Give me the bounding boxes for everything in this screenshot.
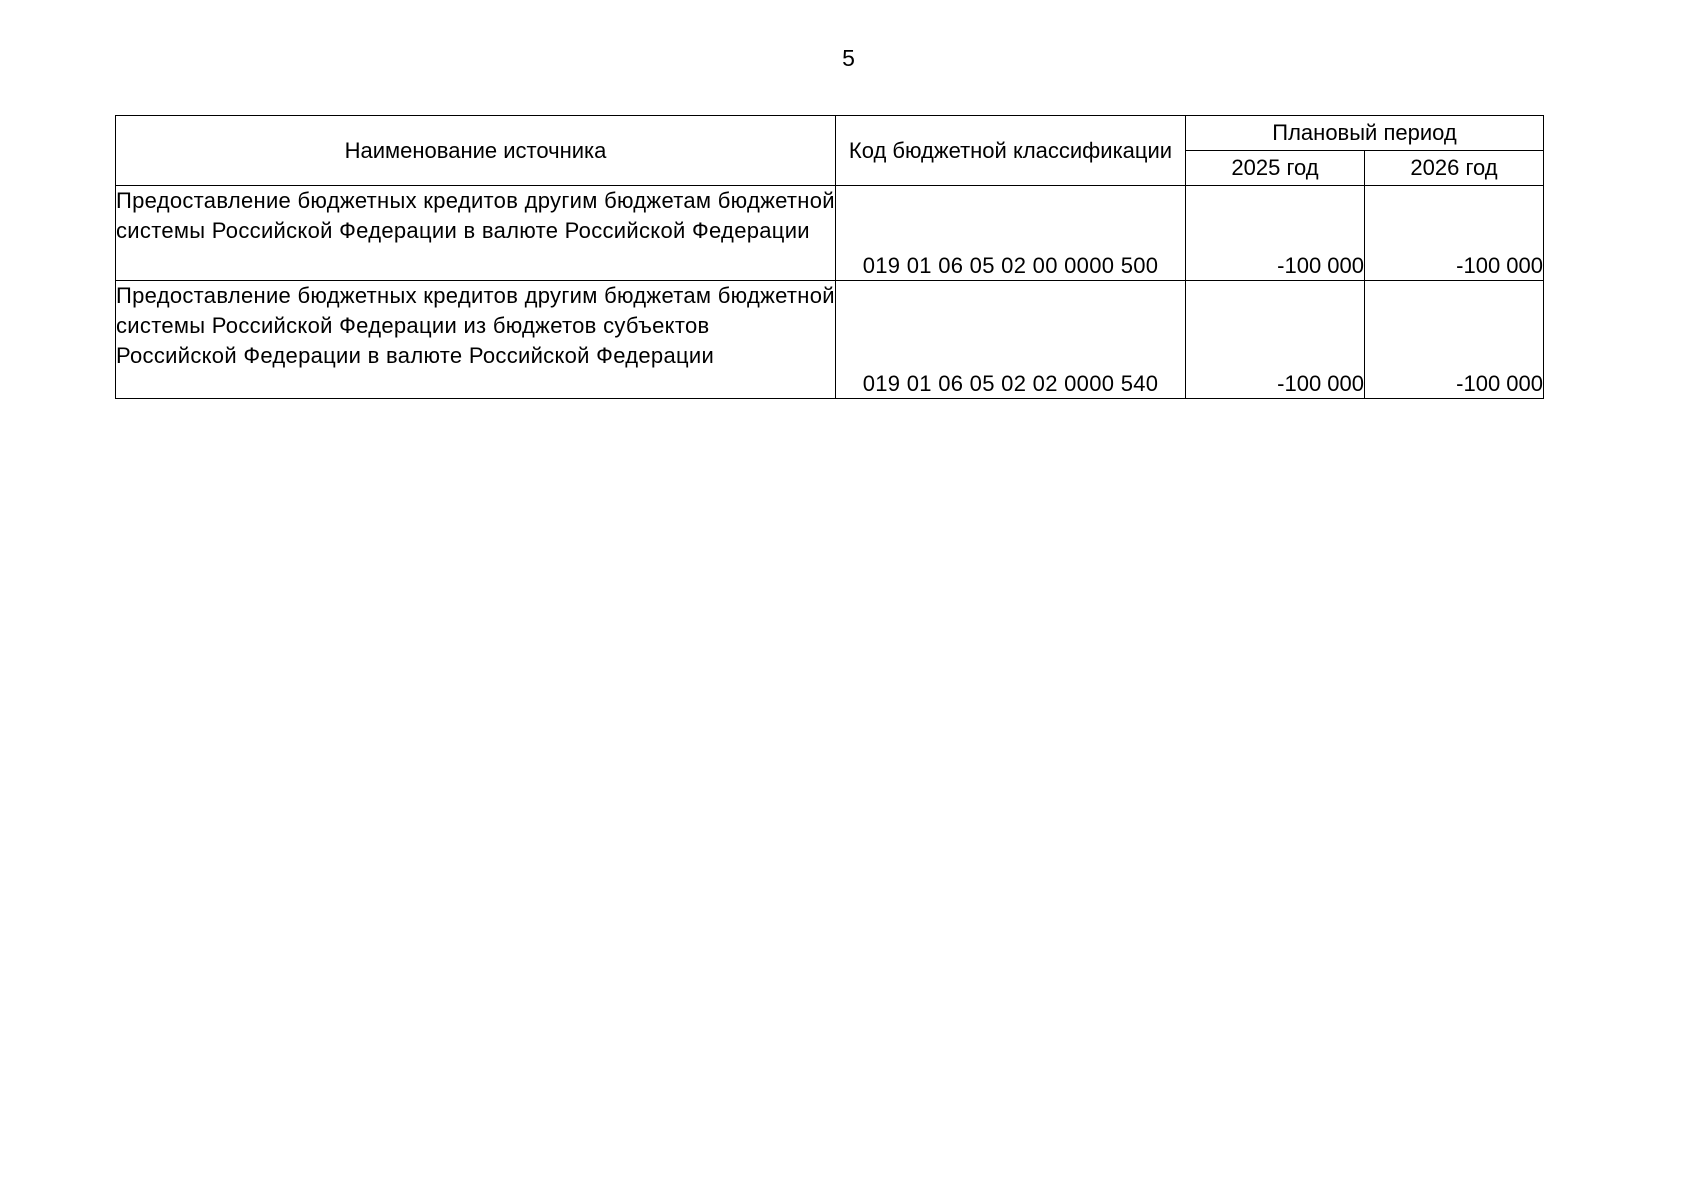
table-header-row [116, 116, 1544, 151]
amount-2026-cell: -100 000 [1365, 281, 1544, 399]
amount-2025-cell: -100 000 [1186, 281, 1365, 399]
source-name-cell: Предоставление бюджетных кредитов другим бюджетам бюджетной системы Российской Федерации из бюджетов субъектов Российской Федерации в валюте Российской Федерации [116, 281, 836, 399]
header-year-2025: 2025 год [1186, 151, 1365, 186]
header-budget-code: Код бюджетной классификации [836, 116, 1186, 186]
budget-sources-table [115, 115, 1544, 399]
source-name-cell: Предоставление бюджетных кредитов другим бюджетам бюджетной системы Российской Федерации в валюте Российской Федерации [116, 186, 836, 281]
amount-2025-cell: -100 000 [1186, 186, 1365, 281]
header-year-2026: 2026 год [1365, 151, 1544, 186]
page-number: 5 [842, 45, 855, 71]
header-planning-period: Плановый период [1186, 116, 1544, 151]
budget-code-cell: 019 01 06 05 02 00 0000 500 [836, 186, 1186, 281]
amount-2026-cell: -100 000 [1365, 186, 1544, 281]
header-source-name: Наименование источника [116, 116, 836, 186]
budget-code-cell: 019 01 06 05 02 02 0000 540 [836, 281, 1186, 399]
table-row [116, 186, 1544, 281]
table-row [116, 281, 1544, 399]
